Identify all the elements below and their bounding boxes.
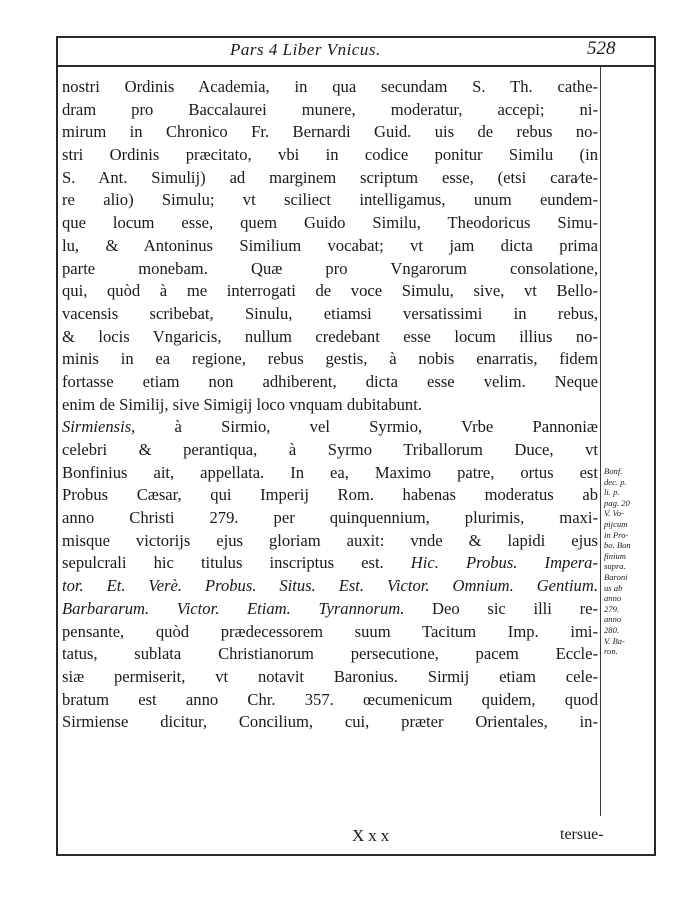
marginal-note-line: Baroni: [604, 571, 628, 582]
marginal-note-line: V. Ba-: [604, 635, 625, 646]
marginal-note-line: us ab: [604, 582, 623, 593]
roman-text: mirum in Chronico Fr. Bernardi Guid. uis de rebus no-: [62, 122, 598, 142]
roman-text: qui, quòd à me interrogati de voce Simulu, sive, vt Bello-: [62, 281, 598, 301]
italic-text: tor. Et. Verè. Probus. Situs. Est. Victor. Omnium. Gentium.: [62, 576, 598, 596]
roman-text: celebri & perantiqua, à Syrmo Triballorum Duce, vt: [62, 440, 598, 459]
text-line: [62, 484, 598, 507]
roman-text: & locis Vngaricis, nullum credebant esse locum illius no-: [62, 326, 598, 346]
marginal-note-line: anno: [604, 614, 622, 625]
marginal-note-line: 279.: [604, 603, 620, 614]
text-line: [62, 439, 598, 462]
text-line: [62, 189, 598, 212]
text-line: [62, 371, 598, 394]
text-line: [62, 99, 598, 122]
marginal-notes: [604, 466, 652, 657]
roman-text: fortasse etiam non adhiberent, dicta esse velim. Neque: [62, 371, 598, 391]
text-line: [62, 280, 598, 303]
marginal-note-line: li. p.: [604, 487, 620, 498]
text-line: [62, 643, 598, 666]
page-number: 528: [587, 38, 616, 59]
roman-text: sepulcrali hic titulus inscriptus est.: [62, 553, 411, 573]
text-line: [62, 666, 598, 689]
roman-text: minis in ea regione, rebus gestis, à nobis enarratis, fidem: [62, 349, 598, 369]
running-head: Pars 4 Liber Vnicus.: [230, 40, 381, 59]
roman-text: vacensis scribebat, Sinulu, etiamsi versatissimi in rebus,: [62, 303, 598, 323]
text-line: [62, 689, 598, 712]
marginal-note-line: Bonf.: [604, 466, 623, 476]
text-line: [62, 462, 598, 485]
text-line: [62, 394, 598, 417]
marginal-note-line: in Pro-: [604, 529, 629, 540]
text-line: [62, 212, 598, 235]
roman-text: stri Ordinis præcitato, vbi in codice ponitur Similu (in: [62, 145, 598, 165]
text-line: [62, 235, 598, 258]
left-border-rule: [56, 36, 58, 856]
marginal-note-line: V. Vo-: [604, 508, 624, 519]
marginal-note-line: finium: [604, 550, 626, 561]
marginal-note-line: pijcum: [604, 518, 628, 529]
roman-text: Bonfinius ait, appellata. In ea, Maximo patre, ortus est: [62, 462, 598, 482]
italic-text: Hic. Probus. Impera-: [410, 553, 598, 573]
roman-text: que locum esse, quem Guido Similu, Theodoricus Simu-: [62, 213, 598, 233]
marginal-note-line: dec. p.: [604, 476, 627, 487]
roman-text: enim de Similij, sive Simigij loco vnquam dubitabunt.: [62, 394, 422, 414]
roman-text: S. Ant. Simulij) ad marginem scriptum esse, (etsi cara⁄te-: [62, 167, 598, 187]
roman-text: parte monebam. Quæ pro Vngarorum consolatione,: [62, 258, 598, 278]
text-line: [62, 303, 598, 326]
marginal-note-line: bo. Bon: [604, 540, 631, 551]
italic-text: Barbararum. Victor. Etiam. Tyrannorum.: [62, 598, 405, 618]
top-rule: [56, 36, 656, 38]
catchword: tersue-: [560, 826, 604, 843]
main-text-block: [62, 76, 598, 734]
marginal-note-line: supra.: [604, 561, 626, 572]
signature-mark: Xxx: [352, 826, 394, 845]
roman-text: Deo sic illi re-: [404, 598, 598, 618]
roman-text: siæ permiserit, vt notavit Baronius. Sirmij etiam cele-: [62, 666, 598, 686]
text-line: [62, 326, 598, 349]
roman-text: lu, & Antoninus Similium vocabat; vt jam dicta prima: [62, 235, 598, 255]
roman-text: nostri Ordinis Academia, in qua secundam S. Th. cathe-: [62, 77, 598, 96]
header-rule: [56, 65, 656, 67]
marginal-note-line: ron.: [604, 646, 618, 657]
roman-text: dram pro Baccalaurei munere, moderatur, accepi; ni-: [62, 99, 598, 119]
text-line: [62, 598, 598, 621]
margin-column-rule: [600, 66, 601, 816]
marginal-note-line: anno: [604, 593, 622, 604]
text-line: [62, 76, 598, 99]
roman-text: misque victorijs ejus gloriam auxit: vnde & lapidi ejus: [62, 530, 598, 550]
text-line: [62, 416, 598, 439]
text-line: [62, 121, 598, 144]
text-line: [62, 530, 598, 553]
text-line: [62, 348, 598, 371]
roman-text: Probus Cæsar, qui Imperij Rom. habenas moderatus ab: [62, 485, 598, 505]
roman-text: Sirmiense dicitur, Concilium, cui, præter Orientales, in-: [62, 712, 598, 732]
italic-text: Sirmiensis,: [62, 417, 136, 437]
text-line: [62, 575, 598, 598]
marginal-note-line: 280.: [604, 624, 620, 635]
marginal-note-line: pag. 20: [604, 497, 630, 508]
bottom-rule: [56, 854, 656, 856]
roman-text: tatus, sublata Christianorum persecutione, pacem Eccle-: [62, 644, 598, 664]
text-line: [62, 711, 598, 734]
text-line: [62, 144, 598, 167]
text-line: [62, 621, 598, 644]
text-line: [62, 167, 598, 190]
text-line: [62, 258, 598, 281]
roman-text: bratum est anno Chr. 357. œcumenicum quidem, quod: [62, 689, 598, 709]
right-border-rule: [654, 36, 656, 856]
text-line: [62, 507, 598, 530]
roman-text: anno Christi 279. per quinquennium, plurimis, maxi-: [62, 508, 598, 528]
roman-text: pensante, quòd prædecessorem suum Tacitum Imp. imi-: [62, 621, 598, 641]
roman-text: re alio) Simulu; vt sciliect intelligamus, unum eundem-: [62, 190, 598, 210]
roman-text: à Sirmio, vel Syrmio, Vrbe Pannoniæ: [135, 417, 598, 437]
text-line: [62, 552, 598, 575]
